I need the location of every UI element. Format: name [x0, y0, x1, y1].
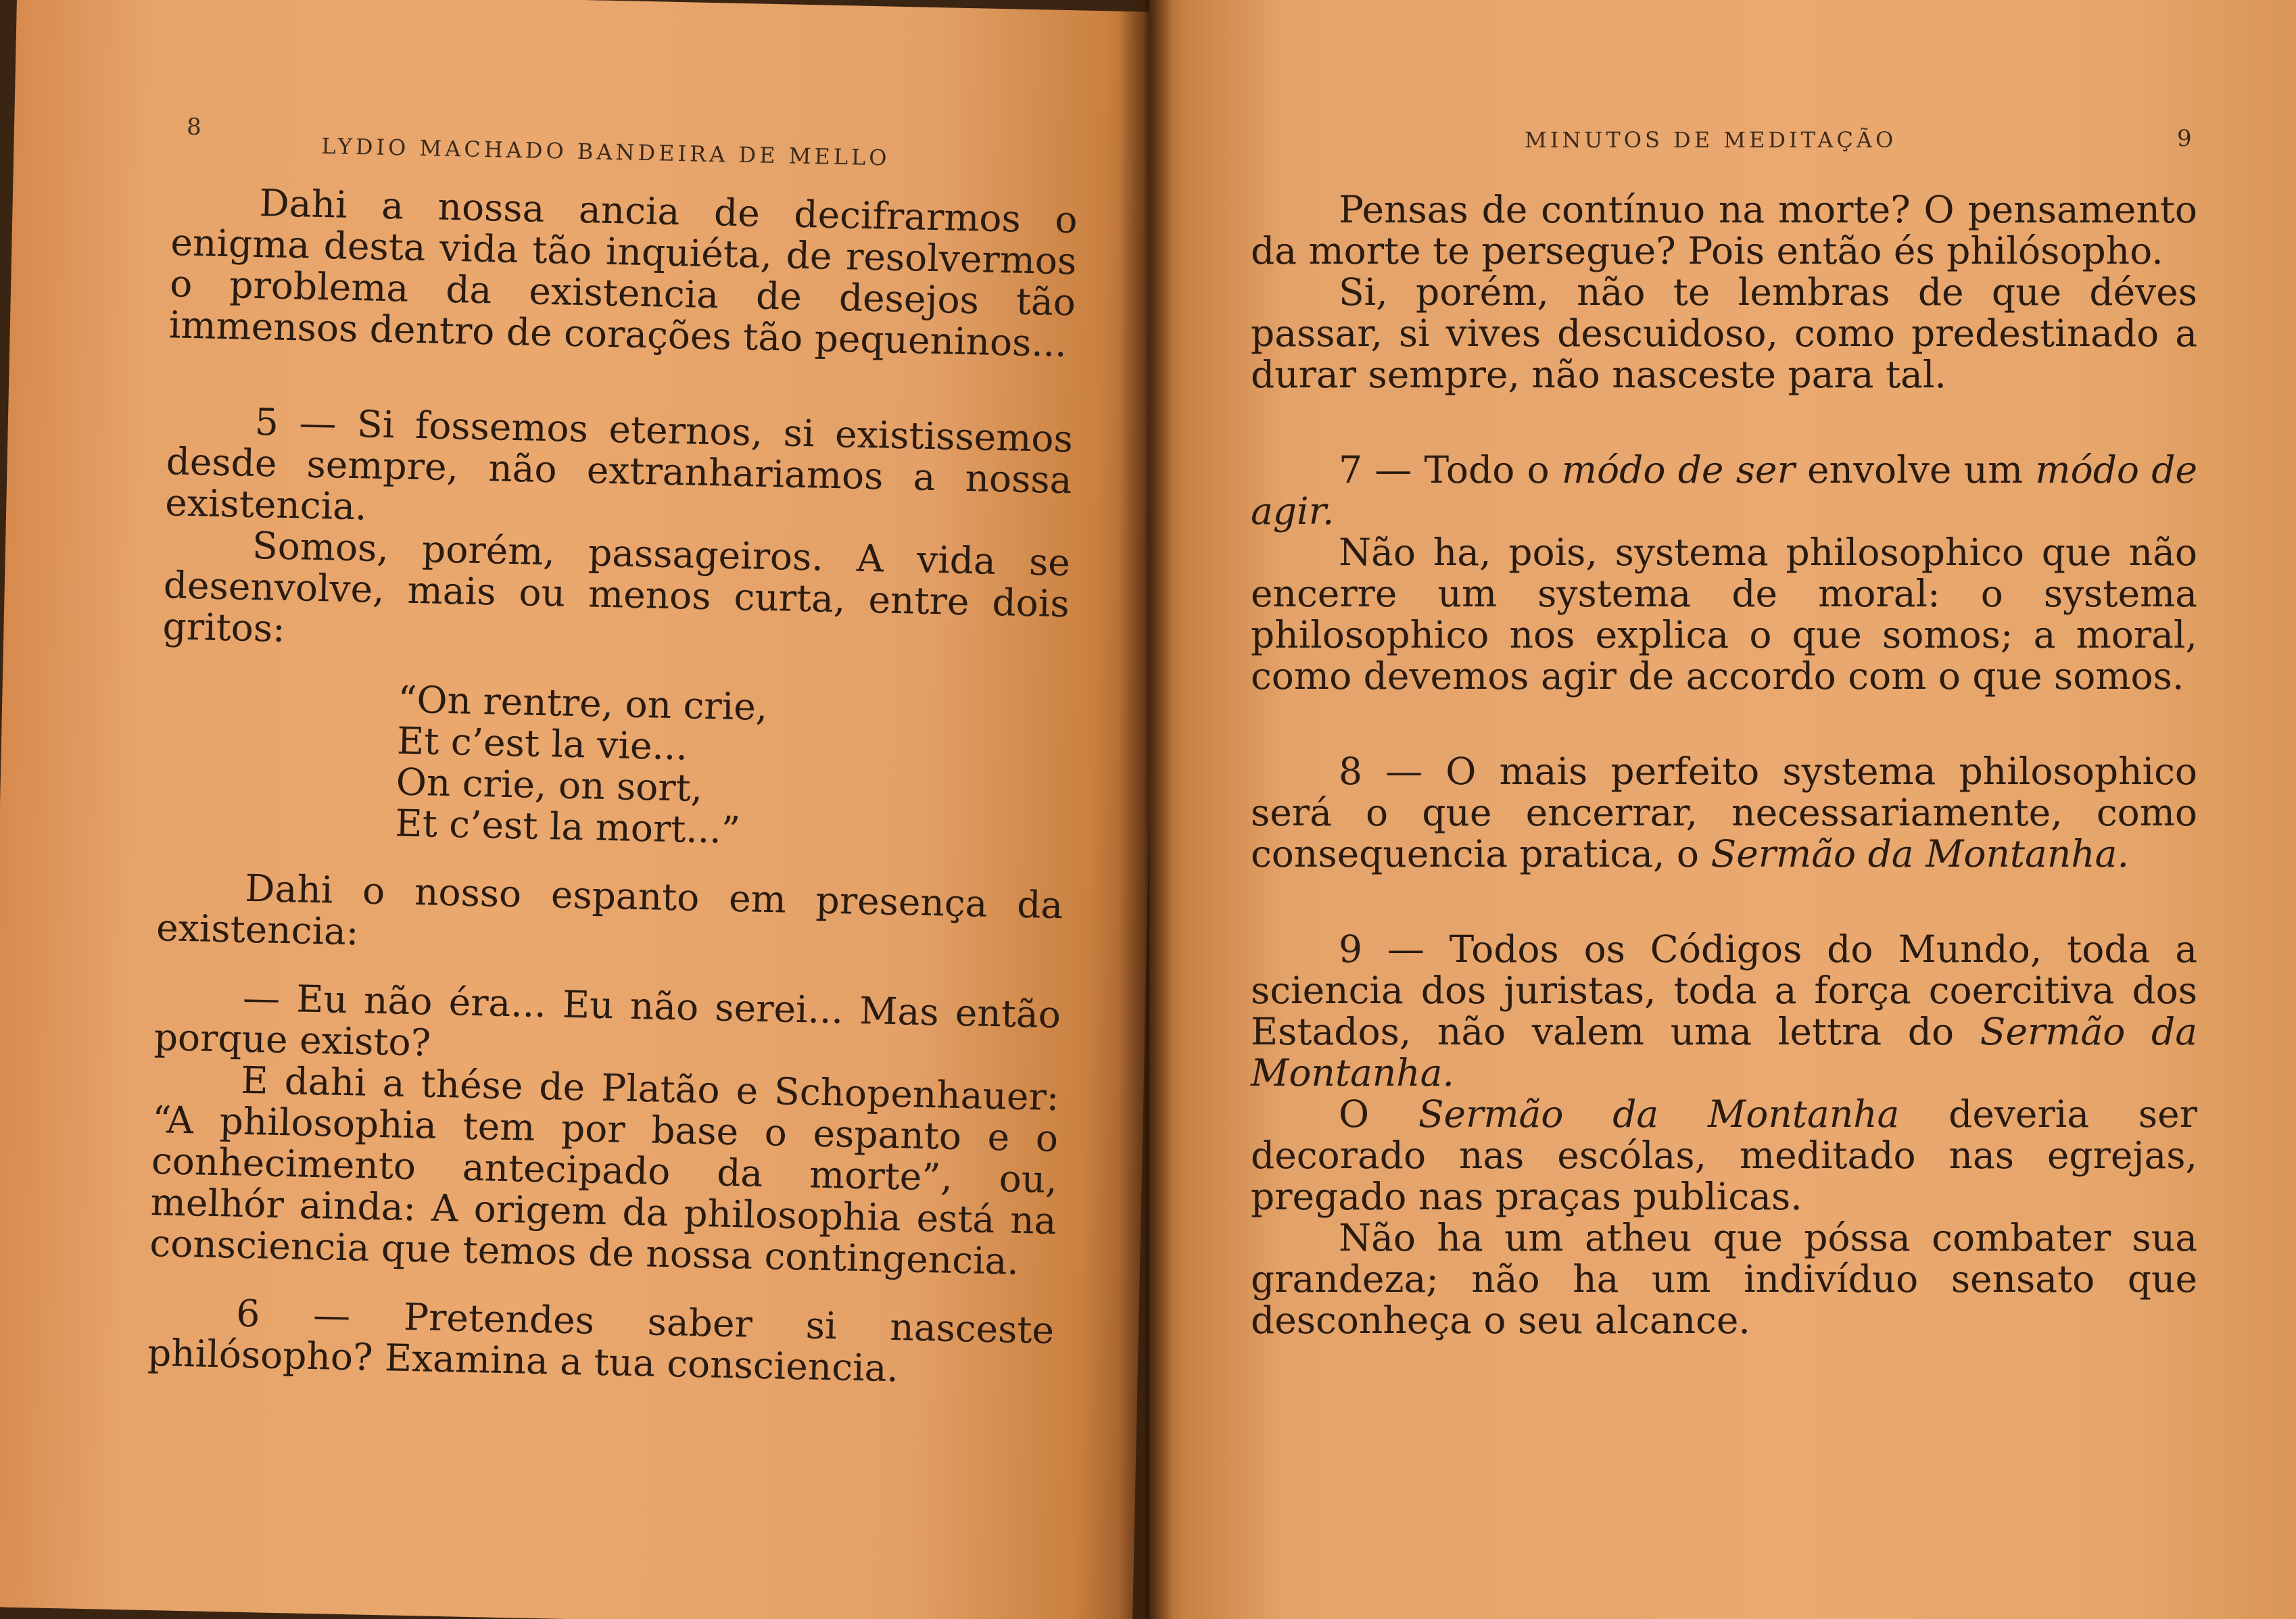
- verse-line: Et c’est la mort...”: [394, 801, 741, 852]
- paragraph: Não ha, pois, systema philosophico que não encerre um systema de moral: o systema philosophico nos explica o que somos; a moral, como devemos agir de accordo com o que somos.: [1251, 531, 2197, 698]
- paragraph: — Eu não éra... Eu não serei... Mas então porque existo?: [153, 975, 1061, 1065]
- paragraph-text: 7 — Todo o: [1339, 448, 1562, 491]
- verse-line: On crie, on sort,: [396, 760, 703, 810]
- paragraph: E dahi a thése de Platão e Schopenhauer: “A philosophia tem por base o espanto e o conhecimento antecipado da morte”, ou, melhór ainda: A origem da philosophia está na consciencia que temos de nossa contingencia.: [149, 1058, 1059, 1283]
- running-head: MINUTOS DE MEDITAÇÃO: [1525, 127, 1897, 153]
- paragraph-text: 9 — Todos os Códigos do Mundo, toda a sciencia dos juristas, toda a força coercitiva dos Estados, não valem uma lettra do: [1251, 927, 2197, 1053]
- paragraph: Somos, porém, passageiros. A vida se desenvolve, mais ou menos curta, entre dois gritos:: [162, 523, 1071, 650]
- paragraph: 6 — Pretendes saber si nasceste philósopho? Examina a tua consciencia.: [147, 1291, 1055, 1391]
- paragraph-text: O: [1339, 1092, 1418, 1136]
- paragraph: [1251, 929, 2197, 1094]
- paragraph: Não ha um atheu que póssa combater sua grandeza; não ha um indivíduo sensato que desconheça o seu alcance.: [1251, 1216, 2197, 1342]
- paragraph: Pensas de contínuo na morte? O pensamento da morte te persegue? Pois então és philósopho.: [1251, 188, 2197, 272]
- right-page: [1149, 0, 2296, 1619]
- italic-term: Sermão da Montanha: [1418, 1092, 1900, 1136]
- paragraph: [1251, 751, 2197, 875]
- paragraph: Dahi o nosso espanto em presença da existencia:: [156, 866, 1063, 954]
- paragraph: Dahi a nossa ancia de decifrarmos o enigma desta vida tão inquiéta, de resolvermos o problema da existencia de desejos tão immensos dentro de corações tão pequeninos...: [168, 181, 1078, 366]
- paragraph: 5 — Si fossemos eternos, si existissemos desde sempre, não extranhariamos a nossa existencia.: [164, 400, 1074, 529]
- italic-term: Sermão da Montanha.: [1711, 832, 2129, 875]
- paragraph-text: 8 — O mais perfeito systema philosophico será o que encerrar, necessariamente, como consequencia pratica, o: [1251, 750, 2197, 875]
- paragraph: [1251, 450, 2197, 532]
- verse-line: “On rentre, on crie,: [397, 677, 768, 729]
- italic-term: módo de ser: [1561, 448, 1795, 491]
- italic-term: módo de agir.: [1251, 448, 2197, 533]
- right-text-block: [1251, 189, 2197, 1341]
- paragraph: Si, porém, não te lembras de que déves passar, si vives descuidoso, como predestinado a durar sempre, não nasceste para tal.: [1251, 270, 2197, 396]
- paragraph-text: envolve um: [1794, 448, 2036, 491]
- verse-quote: [395, 679, 1068, 858]
- page-number: 8: [186, 113, 202, 141]
- paragraph: [1251, 1094, 2197, 1217]
- italic-term: Sermão da Montanha.: [1251, 1010, 2197, 1094]
- paragraph-text: deveria ser decorado nas escólas, meditado nas egrejas, pregado nas praças publicas.: [1251, 1092, 2197, 1218]
- left-text-block: [147, 180, 1078, 1393]
- running-head: LYDIO MACHADO BANDEIRA DE MELLO: [321, 132, 890, 171]
- page-number: 9: [2177, 125, 2192, 152]
- verse-line: Et c’est la vie...: [396, 719, 688, 769]
